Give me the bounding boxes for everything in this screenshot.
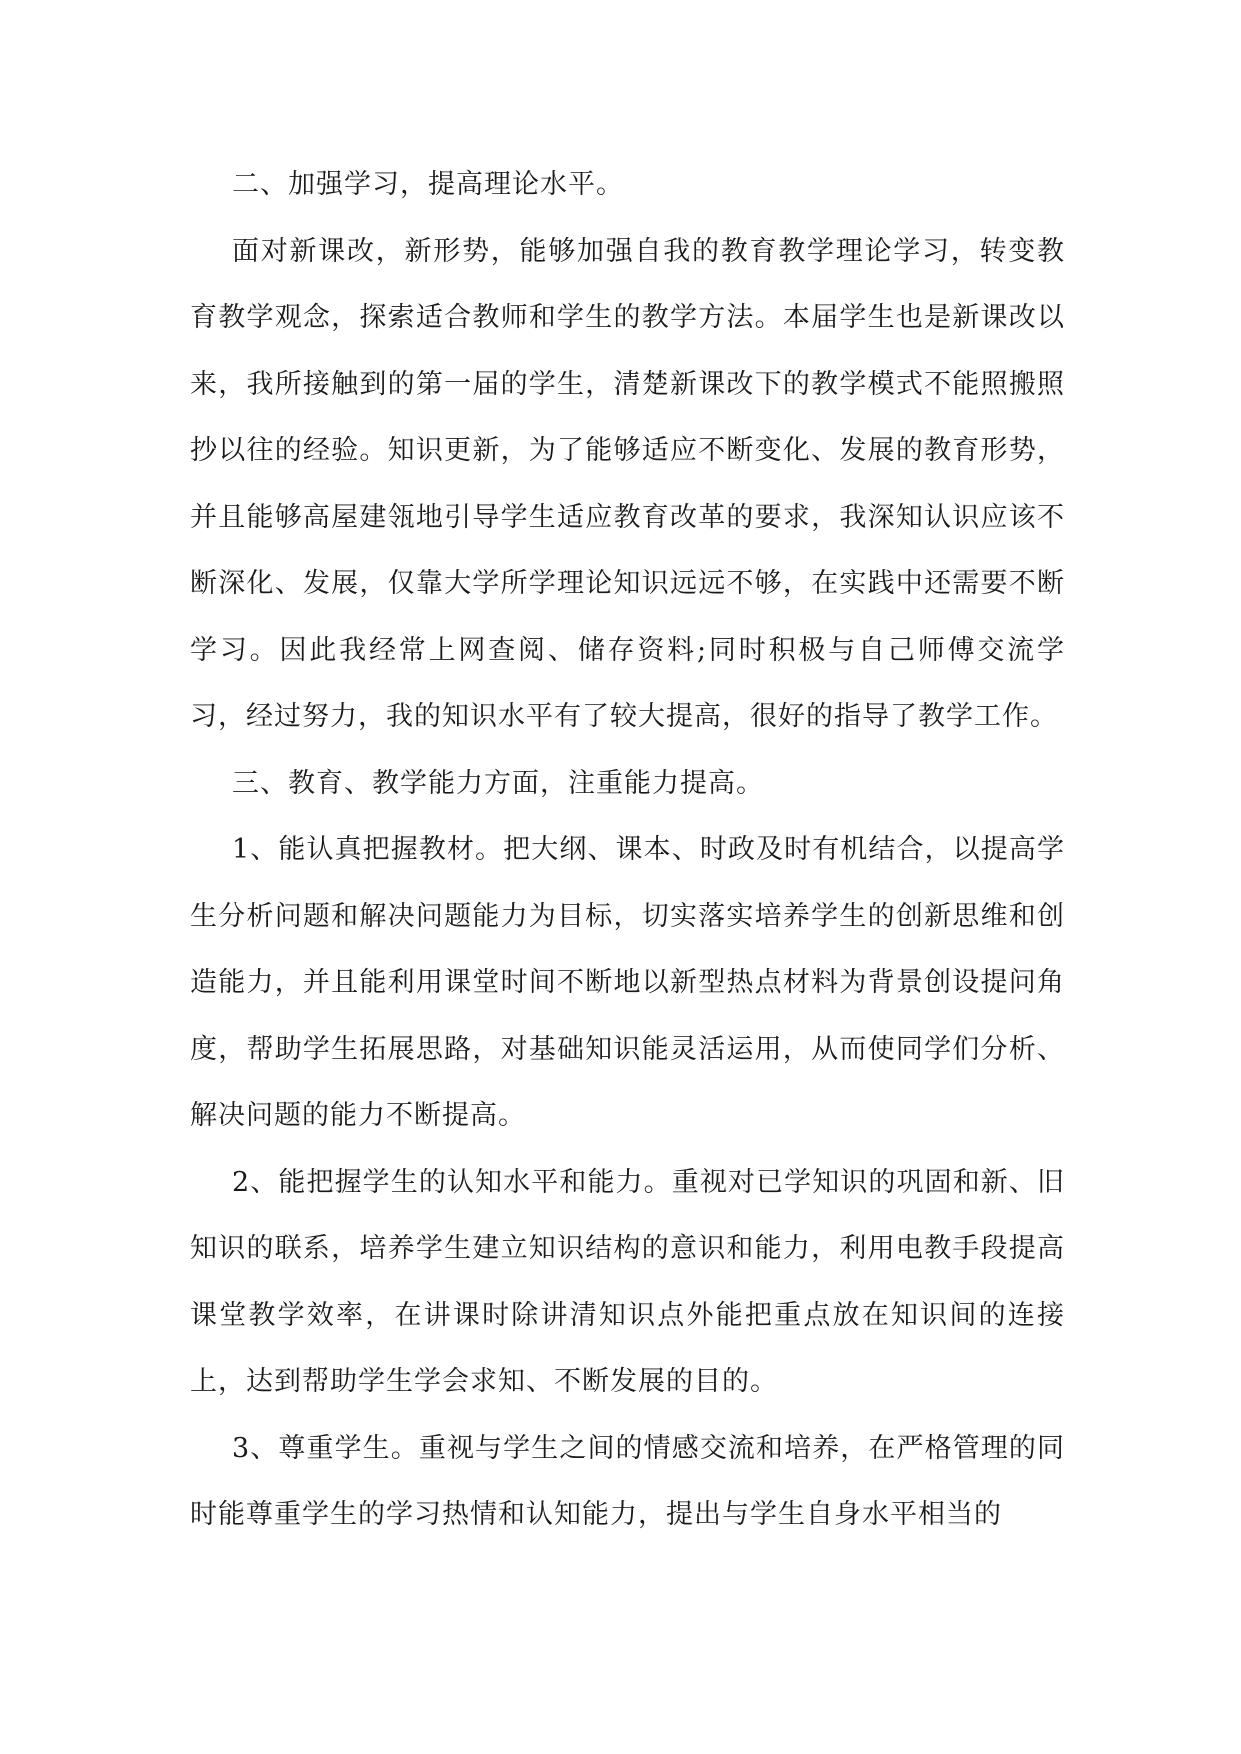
section-heading-2: 二、加强学习，提高理论水平。 xyxy=(232,169,624,200)
paragraph-item-1: 1、能认真把握教材。把大纲、课本、时政及时有机结合，以提高学生分析问题和解决问题能力为目标，切实落实培养学生的创新思维和创造能力，并且能利用课堂时间不断地以新型热点材料为背景创设提问角度，帮助学生拓展思路，对基础知识能灵活运用，从而使同学们分析、解决问题的能力不断提高。 xyxy=(190,834,1065,1131)
paragraph-item-3: 3、尊重学生。重视与学生之间的情感交流和培养，在严格管理的同时能尊重学生的学习热情和认知能力，提出与学生自身水平相当的 xyxy=(190,1432,1065,1530)
paragraph-learning: 面对新课改，新形势，能够加强自我的教育教学理论学习，转变教育教学观念，探索适合教师和学生的教学方法。本届学生也是新课改以来，我所接触到的第一届的学生，清楚新课改下的教学模式不能照搬照抄以往的经验。知识更新，为了能够适应不断变化、发展的教育形势，并且能够高屋建瓴地引导学生适应教育改革的要求，我深知认识应该不断深化、发展，仅靠大学所学理论知识远远不够，在实践中还需要不断学习。因此我经常上网查阅、储存资料;同时积极与自己师傅交流学习，经过努力，我的知识水平有了较大提高，很好的指导了教学工作。 xyxy=(190,235,1065,732)
section-heading-3: 三、教育、教学能力方面，注重能力提高。 xyxy=(232,767,764,799)
paragraph-item-2: 2、能把握学生的认知水平和能力。重视对已学知识的巩固和新、旧知识的联系，培养学生建立知识结构的意识和能力，利用电教手段提高课堂教学效率，在讲课时除讲清知识点外能把重点放在知识间的连接上，达到帮助学生学会求知、不断发展的目的。 xyxy=(190,1166,1065,1397)
document-body xyxy=(190,152,1065,1549)
